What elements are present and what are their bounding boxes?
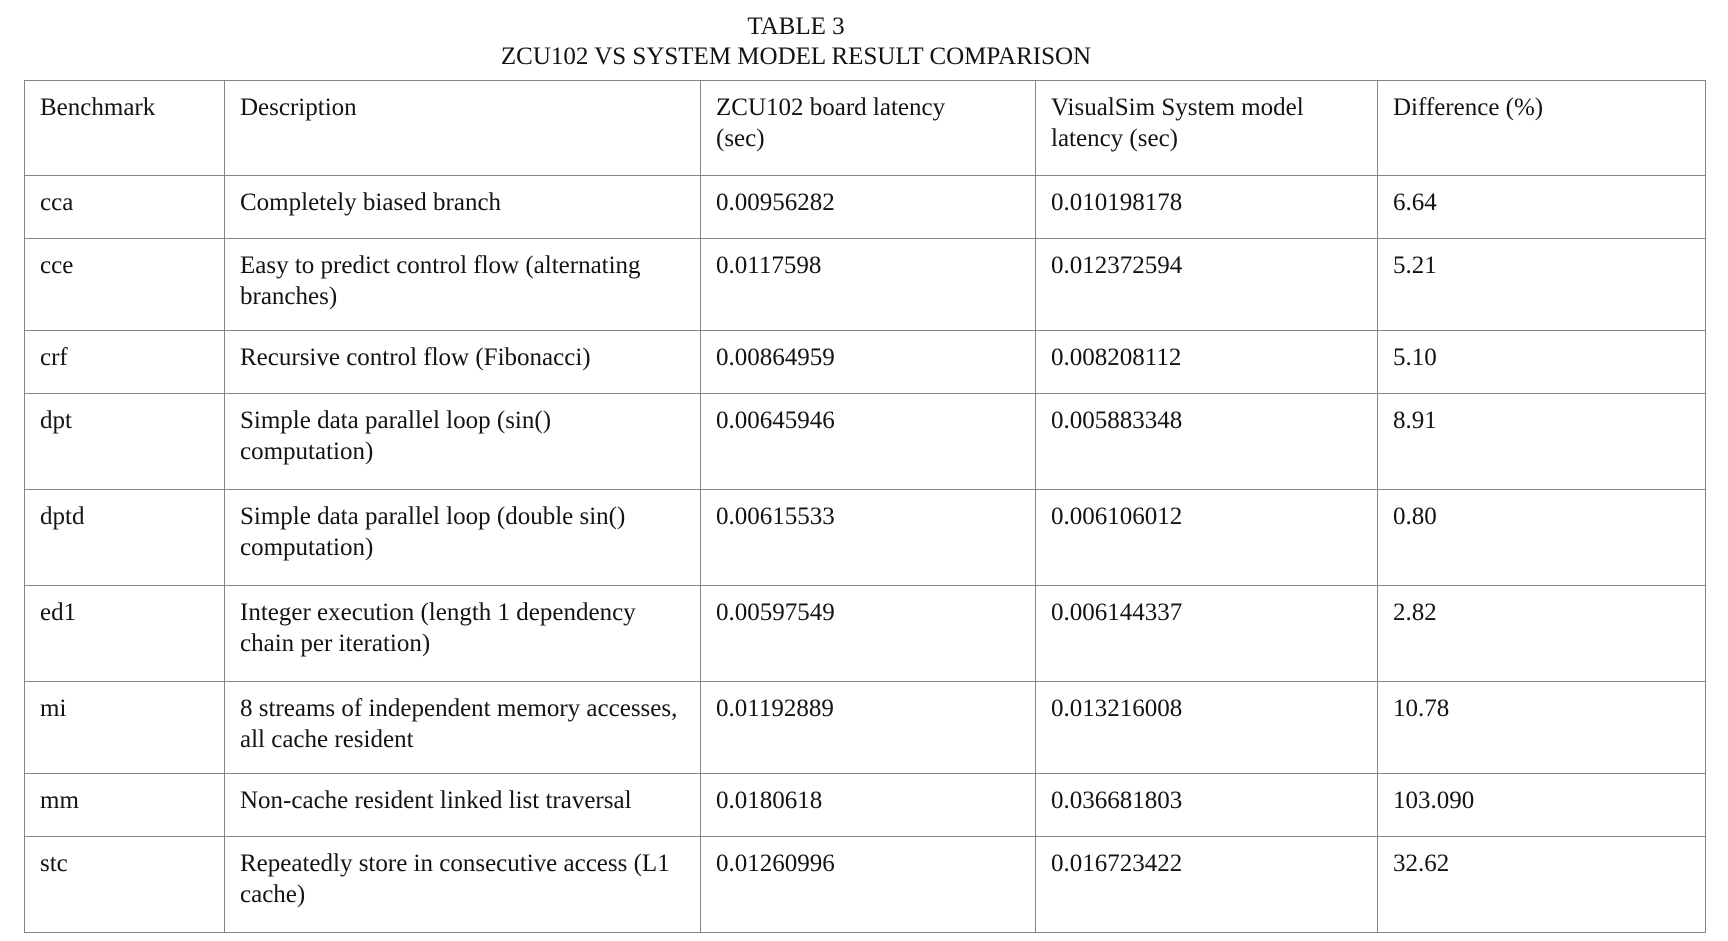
visualsim-latency-cell: 0.016723422 [1036,837,1378,933]
benchmark-cell: ed1 [25,586,225,682]
visualsim-latency-cell: 0.006144337 [1036,586,1378,682]
description-cell: Non-cache resident linked list traversal [225,774,701,837]
visualsim-latency-cell: 0.012372594 [1036,239,1378,331]
description-cell: Repeatedly store in consecutive access (L1 cache) [225,837,701,933]
difference-cell: 2.82 [1378,586,1706,682]
col-header-description [225,81,701,176]
difference-cell: 103.090 [1378,774,1706,837]
zcu102-latency-cell: 0.00645946 [701,394,1036,490]
description-cell: Easy to predict control flow (alternating branches) [225,239,701,331]
zcu102-latency-cell: 0.00615533 [701,490,1036,586]
difference-cell: 10.78 [1378,682,1706,774]
col-header-benchmark-label: Benchmark [40,94,156,121]
zcu102-latency-cell: 0.0117598 [701,239,1036,331]
zcu102-latency-cell: 0.00864959 [701,331,1036,394]
benchmark-cell: cce [25,239,225,331]
benchmark-cell: dpt [25,394,225,490]
description-cell: Recursive control flow (Fibonacci) [225,331,701,394]
col-header-visualsim-latency: VisualSim System model latency (sec) [1036,81,1378,176]
table-caption [0,12,1592,72]
difference-cell: 8.91 [1378,394,1706,490]
table-row-stc [25,837,1706,933]
description-cell: Simple data parallel loop (sin() computation) [225,394,701,490]
benchmark-cell: dptd [25,490,225,586]
col-header-benchmark [25,81,225,176]
table-row-mm [25,774,1706,837]
table-row-ed1 [25,586,1706,682]
col-header-difference-label: Difference (%) [1393,94,1544,121]
zcu102-latency-cell: 0.00597549 [701,586,1036,682]
visualsim-latency-cell: 0.005883348 [1036,394,1378,490]
header-row [25,81,1706,176]
difference-cell: 6.64 [1378,176,1706,239]
col-header-difference [1378,81,1706,176]
difference-cell: 0.80 [1378,490,1706,586]
zcu102-latency-cell: 0.00956282 [701,176,1036,239]
table-row-cce [25,239,1706,331]
zcu102-latency-cell: 0.0180618 [701,774,1036,837]
description-cell: Simple data parallel loop (double sin() computation) [225,490,701,586]
results-table [24,80,1706,933]
benchmark-cell: mm [25,774,225,837]
col-header-description-label: Description [240,94,357,121]
zcu102-latency-cell: 0.01260996 [701,837,1036,933]
visualsim-latency-cell: 0.010198178 [1036,176,1378,239]
table-caption-number: TABLE 3 [747,13,845,40]
difference-cell: 5.21 [1378,239,1706,331]
description-cell: Integer execution (length 1 dependency chain per iteration) [225,586,701,682]
description-cell: Completely biased branch [225,176,701,239]
difference-cell: 32.62 [1378,837,1706,933]
benchmark-cell: stc [25,837,225,933]
visualsim-latency-cell: 0.036681803 [1036,774,1378,837]
table-row-dpt [25,394,1706,490]
benchmark-cell: cca [25,176,225,239]
visualsim-latency-cell: 0.013216008 [1036,682,1378,774]
table-caption-title: ZCU102 VS SYSTEM MODEL RESULT COMPARISON [500,43,1092,70]
table-row-crf [25,331,1706,394]
difference-cell: 5.10 [1378,331,1706,394]
benchmark-cell: mi [25,682,225,774]
visualsim-latency-cell: 0.006106012 [1036,490,1378,586]
table-row-mi [25,682,1706,774]
zcu102-latency-cell: 0.01192889 [701,682,1036,774]
description-cell: 8 streams of independent memory accesses, all cache resident [225,682,701,774]
table-row-cca [25,176,1706,239]
visualsim-latency-cell: 0.008208112 [1036,331,1378,394]
col-header-zcu102-latency: ZCU102 board latency (sec) [701,81,1036,176]
table-row-dptd [25,490,1706,586]
benchmark-cell: crf [25,331,225,394]
